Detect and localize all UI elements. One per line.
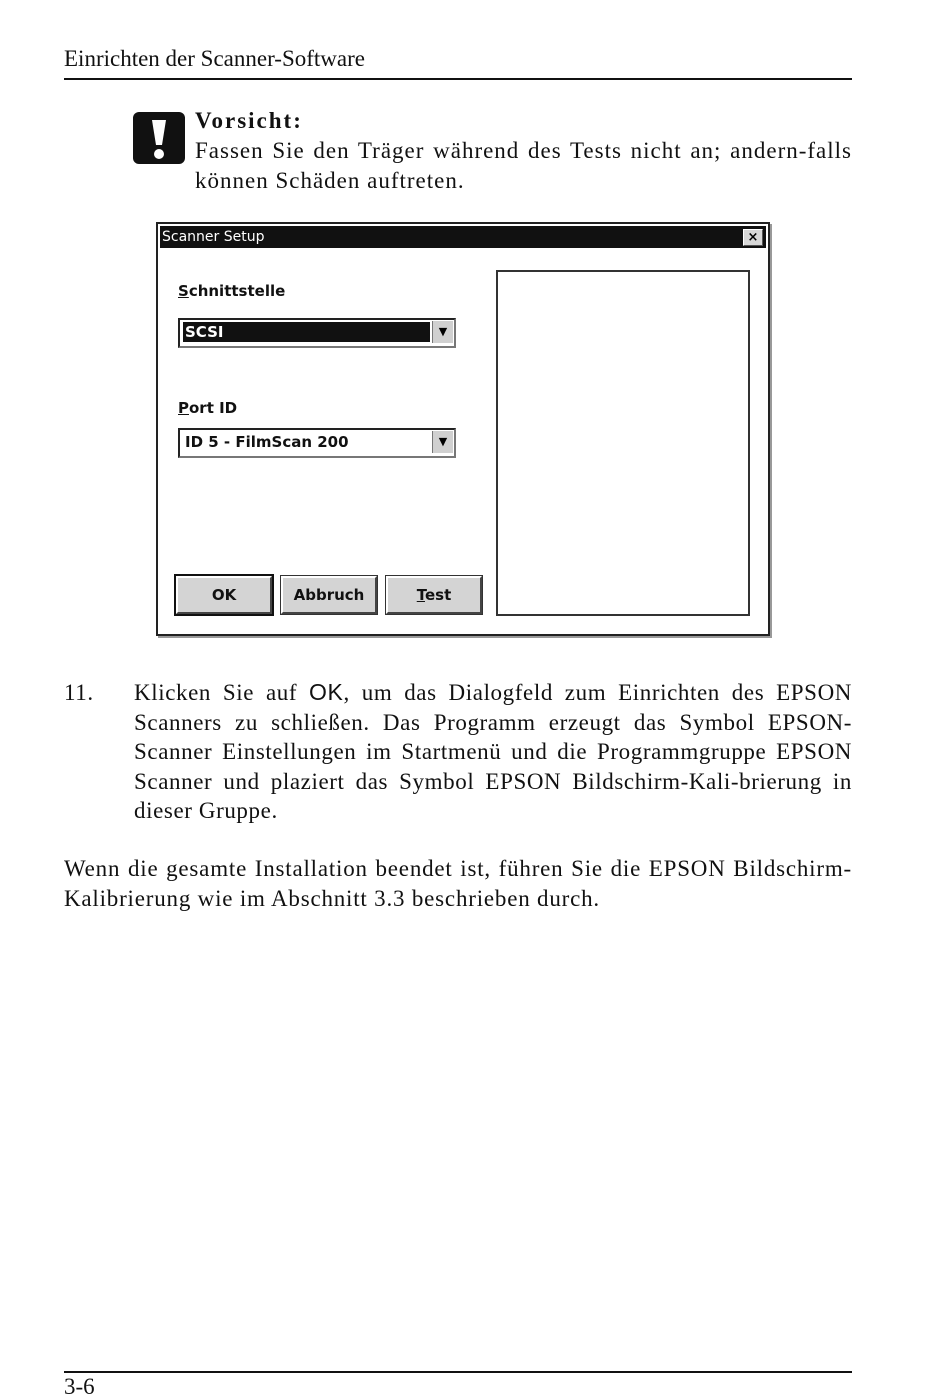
test-accesskey: T bbox=[416, 586, 425, 604]
step-number: 11. bbox=[64, 680, 94, 705]
interface-label bbox=[178, 282, 285, 300]
chevron-down-icon[interactable]: ▼ bbox=[432, 431, 453, 453]
interface-value: SCSI bbox=[183, 322, 430, 342]
test-label-rest: est bbox=[424, 586, 452, 604]
port-label-accesskey: P bbox=[178, 399, 189, 417]
scanner-setup-dialog bbox=[156, 222, 770, 636]
running-header bbox=[64, 44, 852, 80]
port-id-label bbox=[178, 399, 237, 417]
port-id-dropdown[interactable] bbox=[178, 428, 456, 458]
port-label-rest: ort ID bbox=[189, 399, 238, 417]
test-button[interactable] bbox=[386, 576, 482, 614]
caution-title: Vorsicht: bbox=[195, 108, 303, 133]
exclamation-icon bbox=[133, 112, 185, 164]
interface-dropdown[interactable] bbox=[178, 318, 456, 348]
chevron-down-icon[interactable]: ▼ bbox=[432, 321, 453, 343]
cancel-button[interactable]: Abbruch bbox=[281, 576, 377, 614]
preview-area bbox=[496, 270, 750, 616]
dialog-titlebar bbox=[160, 226, 766, 248]
caution-text bbox=[195, 106, 852, 196]
interface-label-rest: chnittstelle bbox=[188, 282, 286, 300]
dialog-title: Scanner Setup bbox=[162, 229, 265, 245]
close-icon[interactable]: × bbox=[743, 229, 763, 246]
port-id-value: ID 5 - FilmScan 200 bbox=[185, 433, 349, 451]
page-number: 3-6 bbox=[64, 1374, 95, 1399]
ok-reference: OK bbox=[309, 679, 344, 705]
footer-rule bbox=[64, 1371, 852, 1373]
ok-button[interactable]: OK bbox=[176, 576, 272, 614]
running-header-title: Einrichten der Scanner-Software bbox=[64, 46, 365, 71]
closing-paragraph: Wenn die gesamte Installation beendet ist, führen Sie die EPSON Bildschirm-Kalibrierung wie im Abschnitt 3.3 beschrieben durch. bbox=[64, 856, 852, 911]
caution-body: Fassen Sie den Träger während des Tests nicht an; andern-falls können Schäden auftreten. bbox=[195, 138, 852, 193]
step-text-before: Klicken Sie auf bbox=[134, 680, 310, 705]
step-text bbox=[134, 678, 852, 826]
step-text-after: , um das Dialogfeld zum Einrichten des EPSON Scanners zu schließen. Das Programm erzeugt das Symbol EPSON-Scanner Einstellungen im Startmenü und die Programmgruppe EPSON Scanner und plaziert das Symbol EPSON Bildschirm-Kali-brierung in dieser Gruppe. bbox=[134, 680, 852, 823]
interface-label-accesskey: S bbox=[178, 282, 189, 300]
